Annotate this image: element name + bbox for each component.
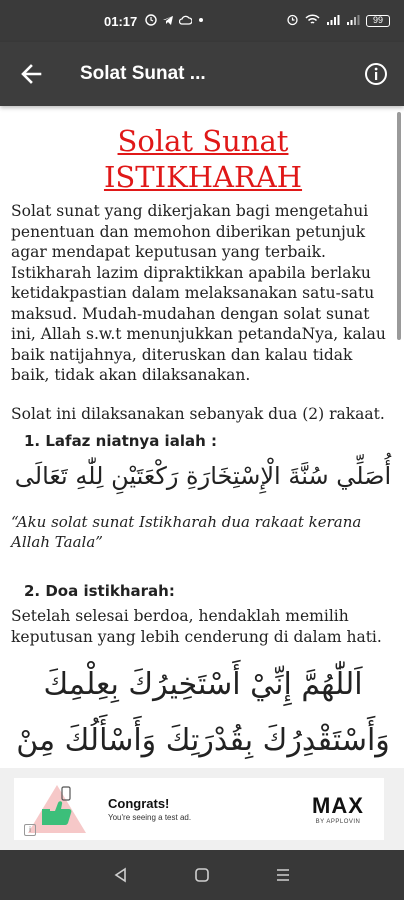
menu-lines-icon: [275, 867, 291, 883]
battery-icon: 99: [366, 15, 390, 27]
nav-recents-button[interactable]: [268, 860, 298, 890]
alarm-icon: [286, 13, 299, 29]
nav-home-button[interactable]: [187, 860, 217, 890]
section-niat-heading: 1. Lafaz niatnya ialah :: [24, 432, 217, 450]
wifi-icon: [305, 14, 320, 29]
info-button[interactable]: [348, 42, 404, 106]
doa-intro-paragraph: Setelah selesai berdoa, hendaklah memilih keputusan yang lebih cenderung di dalam hati.: [11, 607, 382, 646]
doa-arabic-line1: اَللّٰهُمَّ إِنِّيْ أَسْتَخِيرُكَ بِعِلْمِكَ: [43, 667, 363, 702]
app-title: Solat Sunat ...: [80, 63, 206, 84]
niat-arabic-text: أُصَلِّي سُنَّةَ الْإِسْتِخَارَةِ رَكْعَتَيْنِ لِلّٰهِ تَعَالَى: [14, 462, 392, 490]
status-bar: [0, 0, 404, 42]
ad-subtext: You're seeing a test ad.: [108, 813, 192, 822]
system-icons: [286, 13, 390, 29]
triangle-back-icon: [113, 867, 129, 883]
app-bar: [0, 42, 404, 106]
ad-text: [100, 796, 292, 822]
intro-paragraph: Solat sunat yang dikerjakan bagi mengetahui penentuan dan memohon diberikan petunjuk agar mendapat keputusan yang terbaik. Istikharah lazim dipraktikkan apabila berlaku ketidakpastian dalam melaksanakan satu-satu maksud. Mudah-mudahan dengan solat sunat ini, Allah s.w.t menunjukkan petandaNya, kalau baik natijahnya, diteruskan dan kalau tidak baik, tidak akan dilaksanakan.: [11, 202, 386, 384]
back-button[interactable]: [0, 42, 62, 106]
notification-icons: [145, 14, 205, 29]
niat-translation: “Aku solat sunat Istikharah dua rakaat kerana Allah Taala”: [11, 513, 362, 551]
dot-icon: [197, 15, 205, 27]
ad-brand-name: MAX: [312, 793, 364, 818]
ad-card[interactable]: [14, 778, 384, 840]
ad-choices-icon[interactable]: i: [24, 824, 36, 836]
rakaat-paragraph: Solat ini dilaksanakan sebanyak dua (2) rakaat.: [11, 404, 385, 423]
signal-icon: [326, 14, 340, 29]
scrollbar-thumb[interactable]: [397, 112, 401, 340]
ad-banner[interactable]: [0, 768, 404, 850]
clock-icon: [145, 14, 157, 29]
telegram-icon: [162, 14, 174, 29]
article-title-line1: Solat Sunat: [117, 124, 289, 158]
status-time: 01:17: [104, 13, 138, 29]
ad-headline: Congrats!: [108, 796, 170, 811]
arrow-left-icon: [20, 63, 42, 85]
ad-brand-logo: [292, 793, 384, 825]
signal-icon-2: [346, 14, 360, 29]
square-home-icon: [194, 867, 210, 883]
article-title-line2: ISTIKHARAH: [103, 160, 303, 194]
doa-arabic-line2: وَأَسْتَقْدِرُكَ بِقُدْرَتِكَ وَأَسْأَلُكَ مِنْ: [16, 723, 390, 758]
article-title: [11, 123, 395, 195]
ad-brand-sub: BY APPLOVIN: [315, 819, 361, 825]
info-circle-icon: [364, 62, 388, 86]
section-doa-heading: 2. Doa istikharah:: [24, 582, 175, 600]
article-content[interactable]: [0, 106, 404, 768]
nav-back-button[interactable]: [106, 860, 136, 890]
cloud-icon: [179, 15, 192, 28]
system-nav-bar: [0, 850, 404, 900]
